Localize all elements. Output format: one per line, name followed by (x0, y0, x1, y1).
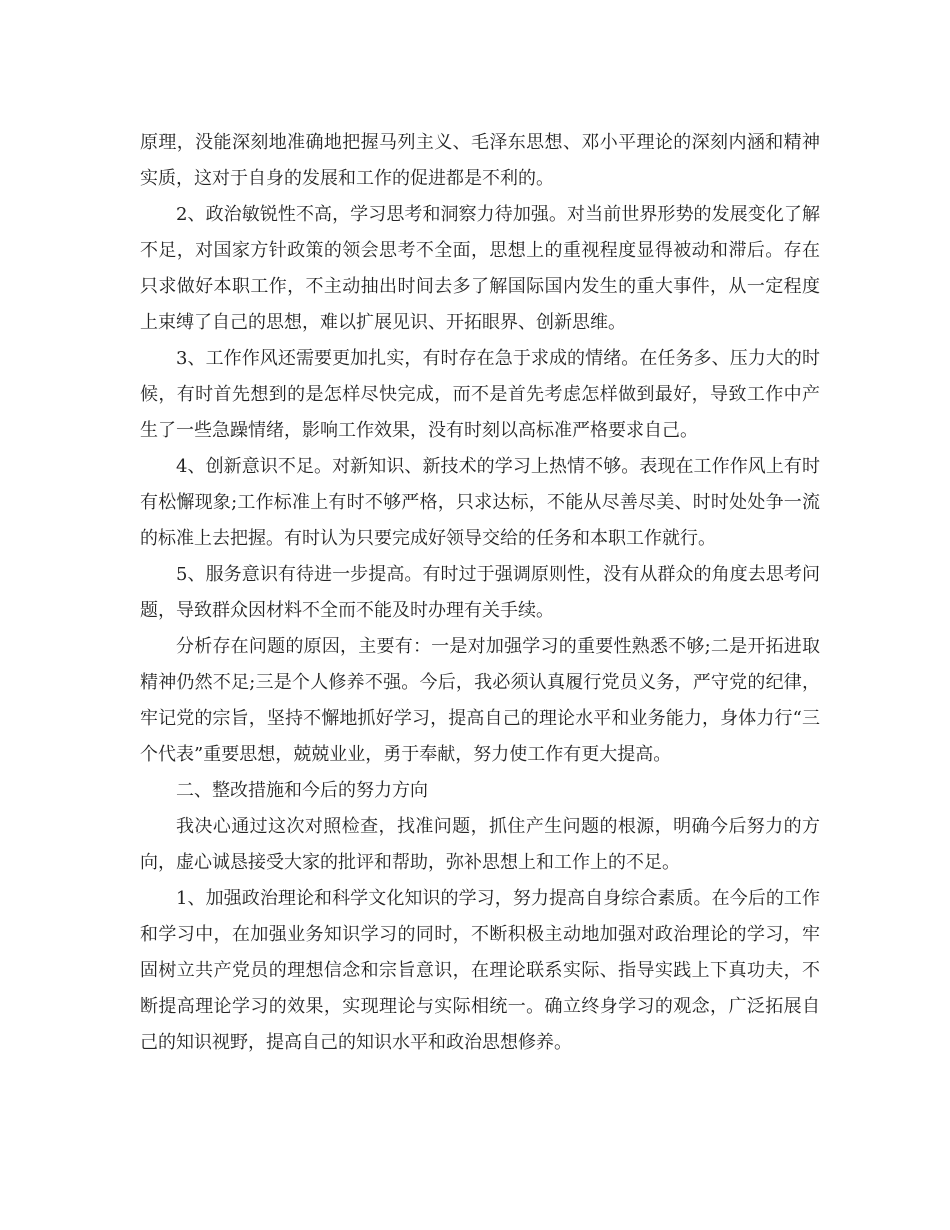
document-body (140, 125, 820, 1061)
paragraph-item-3: 3、工作作风还需要更加扎实，有时存在急于求成的情绪。在任务多、压力大的时候，有时首先想到的是怎样尽快完成，而不是首先考虑怎样做到最好，导致工作中产生了一些急躁情绪，影响工作效果，没有时刻以高标准严格要求自己。 (140, 348, 820, 441)
section-heading: 二、整改措施和今后的努力方向 (176, 780, 428, 801)
paragraph-cause-analysis: 分析存在问题的原因，主要有：一是对加强学习的重要性熟悉不够;二是开拓进取精神仍然不足;三是个人修养不强。今后，我必须认真履行党员义务，严守党的纪律，牢记党的宗旨，坚持不懈地抓好学习，提高自己的理论水平和业务能力，身体力行“三个代表”重要思想，兢兢业业，勇于奉献，努力使工作有更大提高。 (140, 636, 820, 765)
paragraph-item-5: 5、服务意识有待进一步提高。有时过于强调原则性，没有从群众的角度去思考问题，导致群众因材料不全而不能及时办理有关手续。 (140, 564, 820, 621)
paragraph-measure-1: 1、加强政治理论和科学文化知识的学习，努力提高自身综合素质。在今后的工作和学习中，在加强业务知识学习的同时，不断积极主动地加强对政治理论的学习，牢固树立共产党员的理想信念和宗旨意识，在理论联系实际、指导实践上下真功夫，不断提高理论学习的效果，实现理论与实际相统一。确立终身学习的观念，广泛拓展自己的知识视野，提高自己的知识水平和政治思想修养。 (140, 888, 820, 1053)
paragraph-resolution: 我决心通过这次对照检查，找准问题，抓住产生问题的根源，明确今后努力的方向，虚心诚恳接受大家的批评和帮助，弥补思想上和工作上的不足。 (140, 816, 820, 873)
paragraph-continuation: 原理，没能深刻地准确地把握马列主义、毛泽东思想、邓小平理论的深刻内涵和精神实质，这对于自身的发展和工作的促进都是不利的。 (140, 132, 820, 189)
paragraph-item-4: 4、创新意识不足。对新知识、新技术的学习上热情不够。表现在工作作风上有时有松懈现象;工作标准上有时不够严格，只求达标，不能从尽善尽美、时时处处争一流的标准上去把握。有时认为只要完成好领导交给的任务和本职工作就行。 (140, 456, 820, 549)
paragraph-item-2: 2、政治敏锐性不高，学习思考和洞察力待加强。对当前世界形势的发展变化了解不足，对国家方针政策的领会思考不全面，思想上的重视程度显得被动和滞后。存在只求做好本职工作，不主动抽出时间去多了解国际国内发生的重大事件，从一定程度上束缚了自己的思想，难以扩展见识、开拓眼界、创新思维。 (140, 204, 820, 333)
